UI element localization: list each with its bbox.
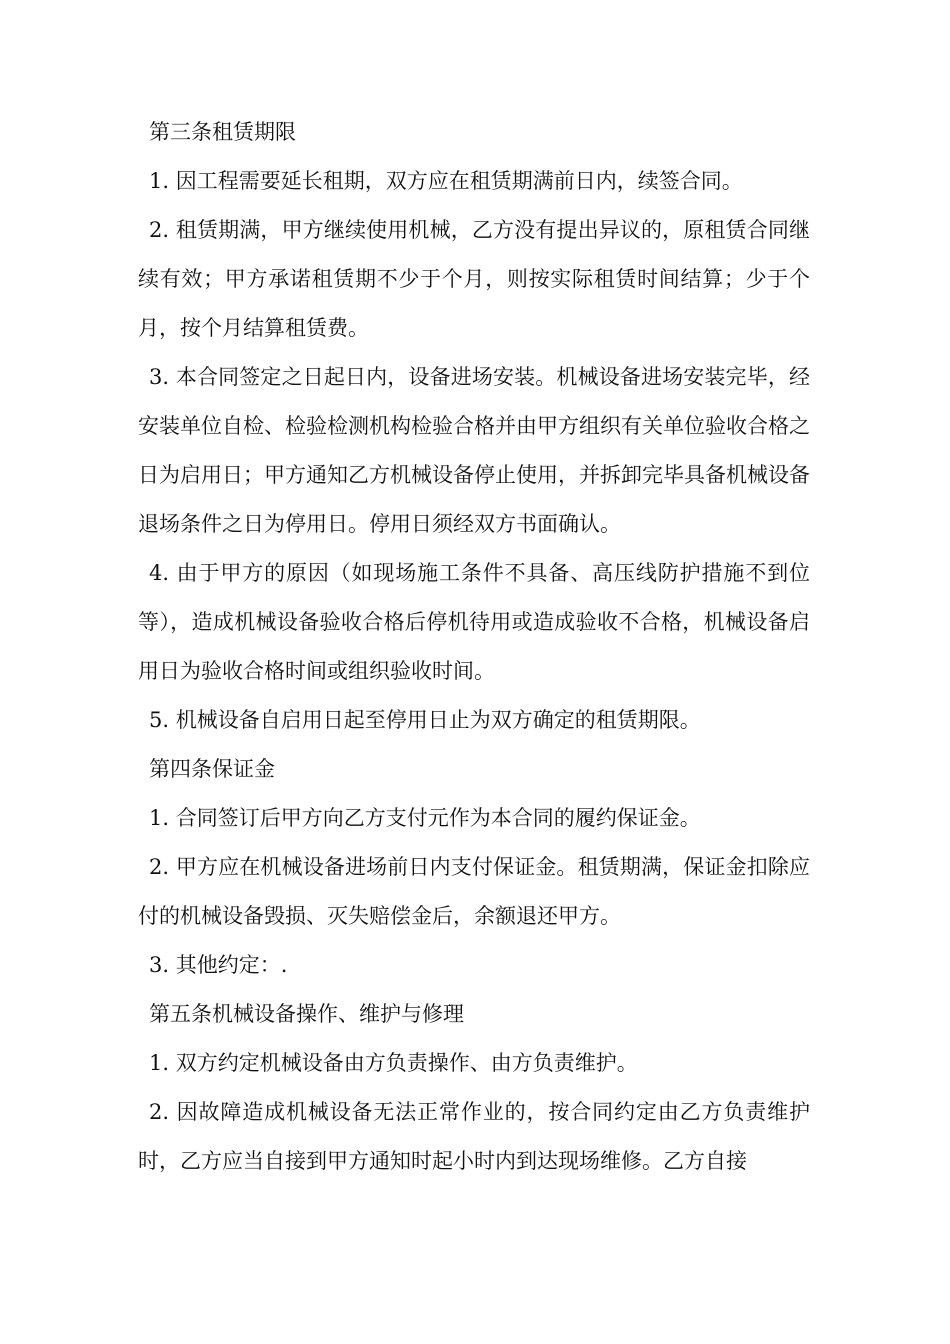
paragraph-text: 5. 机械设备自启用日起至停用日止为双方确定的租赁期限。 [149,708,701,732]
clause-paragraph [138,549,810,696]
paragraph-text: 2. 租赁期满，甲方继续使用机械，乙方没有提出异议的，原租赁合同继续有效；甲方承诺租赁期不少于个月，则按实际租赁时间结算；少于个月，按个月结算租赁费。 [138,218,810,340]
clause-paragraph [138,696,810,745]
section-heading-deposit [138,745,810,794]
section-heading-operation-maintenance [138,990,810,1039]
paragraph-text: 第三条租赁期限 [149,120,296,144]
clause-paragraph [138,157,810,206]
clause-paragraph [138,1088,810,1186]
paragraph-text: 3. 其他约定：. [149,953,288,977]
clause-paragraph [138,941,810,990]
paragraph-text: 3. 本合同签定之日起日内，设备进场安装。机械设备进场安装完毕，经安装单位自检、检验检测机构检验合格并由甲方组织有关单位验收合格之日为启用日；甲方通知乙方机械设备停止使用，并拆卸完毕具备机械设备退场条件之日为停用日。停用日须经双方书面确认。 [138,365,810,536]
paragraph-text: 第五条机械设备操作、维护与修理 [149,1002,464,1026]
clause-paragraph [138,1039,810,1088]
paragraph-text: 1. 双方约定机械设备由方负责操作、由方负责维护。 [149,1051,638,1075]
paragraph-text: 1. 合同签订后甲方向乙方支付元作为本合同的履约保证金。 [149,806,701,830]
document-body [138,108,810,1186]
clause-paragraph [138,794,810,843]
paragraph-text: 2. 因故障造成机械设备无法正常作业的，按合同约定由乙方负责维护时，乙方应当自接到甲方通知时起小时内到达现场维修。乙方自接 [138,1100,810,1173]
section-heading-lease-term [138,108,810,157]
clause-paragraph [138,843,810,941]
clause-paragraph [138,353,810,549]
paragraph-text: 2. 甲方应在机械设备进场前日内支付保证金。租赁期满，保证金扣除应付的机械设备毁损、灭失赔偿金后，余额退还甲方。 [138,855,810,928]
paragraph-text: 第四条保证金 [149,757,275,781]
clause-paragraph [138,206,810,353]
paragraph-text: 4. 由于甲方的原因（如现场施工条件不具备、高压线防护措施不到位等），造成机械设备验收合格后停机待用或造成验收不合格，机械设备启用日为验收合格时间或组织验收时间。 [138,561,810,683]
paragraph-text: 1. 因工程需要延长租期，双方应在租赁期满前日内，续签合同。 [149,169,743,193]
